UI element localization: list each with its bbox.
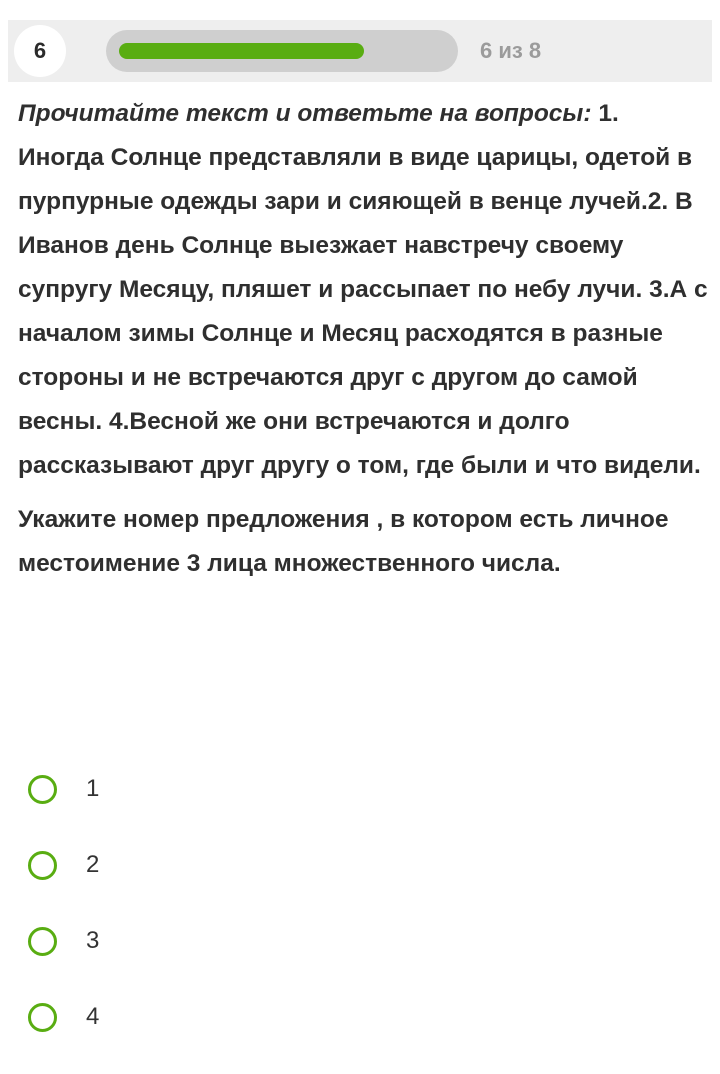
progress-bar-fill <box>119 43 364 59</box>
radio-button[interactable] <box>28 775 57 804</box>
radio-button[interactable] <box>28 927 57 956</box>
answer-option-label: 2 <box>86 851 100 878</box>
question-content <box>18 92 708 586</box>
radio-button[interactable] <box>28 1003 57 1032</box>
answer-option-label: 1 <box>86 775 100 802</box>
progress-bar <box>106 30 458 72</box>
reading-passage <box>18 92 708 488</box>
answer-option-4[interactable] <box>28 998 628 1036</box>
answer-options <box>28 770 628 1074</box>
passage-instruction: Прочитайте текст и ответьте на вопросы: <box>18 100 592 127</box>
answer-option-3[interactable] <box>28 922 628 960</box>
passage-text: 1. Иногда Солнце представляли в виде царицы, одетой в пурпурные одежды зари и сияющей в венце лучей.2. В Иванов день Солнце выезжает навстречу своему супругу Месяцу, пляшет и рассыпает по небу лучи. 3.А с началом зимы Солнце и Месяц расходятся в разные стороны и не встречаются друг с другом до самой весны. 4.Весной же они встречаются и долго рассказывают друг другу о том, где были и что видели. <box>18 100 708 479</box>
question-counter: 6 из 8 <box>480 38 542 63</box>
question-number-badge: 6 <box>14 25 66 77</box>
quiz-header <box>8 20 712 82</box>
answer-option-2[interactable] <box>28 846 628 884</box>
answer-option-label: 3 <box>86 927 100 954</box>
radio-button[interactable] <box>28 851 57 880</box>
answer-option-1[interactable] <box>28 770 628 808</box>
question-text: Укажите номер предложения , в котором есть личное местоимение 3 лица множественного числа. <box>18 506 669 577</box>
answer-option-label: 4 <box>86 1003 100 1030</box>
